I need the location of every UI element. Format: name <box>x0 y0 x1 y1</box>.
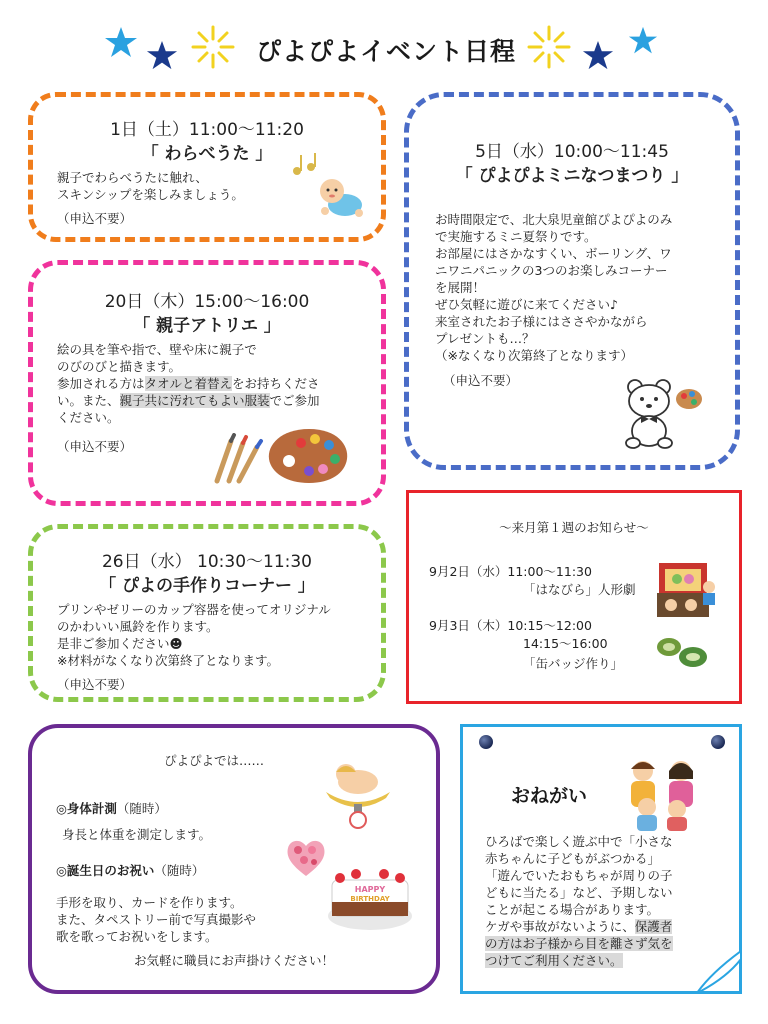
bear-icon <box>621 377 705 449</box>
firework-icon <box>526 24 572 70</box>
family-icon <box>623 755 707 833</box>
event-note: （申込不要） <box>443 373 519 388</box>
event-note: （申込不要） <box>57 439 133 454</box>
event-box-handmade <box>28 524 386 702</box>
event-description: プリンやゼリーのカップ容器を使ってオリジナル のかわいい風鈴を作ります。 是非ご参加ください☻ ※材料がなくなり次第終了となります。 <box>57 602 331 668</box>
event-name: 「 わらべうた 」 <box>141 144 273 164</box>
puppet-theater-icon <box>657 561 721 619</box>
palette-icon <box>265 425 351 487</box>
star-icon <box>146 40 178 72</box>
piyopiyo-heading: ぴよぴよでは…… <box>164 753 265 768</box>
piyopiyo-box <box>28 724 440 994</box>
event-time: 26日（水） 10:30～11:30 <box>101 552 313 572</box>
next-month-item2-time2: 14:15～16:00 <box>523 636 608 651</box>
event-box-warabeuta <box>28 92 386 242</box>
title-row <box>0 18 768 78</box>
svg-text:BIRTHDAY: BIRTHDAY <box>350 895 390 903</box>
next-month-heading: ～来月第１週のお知らせ～ <box>499 520 649 535</box>
event-time: 20日（木）15:00～16:00 <box>104 292 310 312</box>
birthday-cake-icon <box>322 846 418 934</box>
brushes-icon <box>209 433 265 485</box>
page-curl-icon <box>697 951 741 993</box>
next-month-item1-name: 「はなびら」人形劇 <box>523 582 636 597</box>
scale-baby-icon <box>322 758 394 830</box>
event-description: 親子でわらべうたに触れ、 スキンシップを楽しみましょう。 <box>57 170 244 202</box>
next-month-box <box>406 490 742 704</box>
pin-icon <box>479 735 493 749</box>
request-heading: おねがい <box>511 785 588 807</box>
piyopiyo-item2-title: ◎誕生日のお祝い（随時） <box>56 863 205 878</box>
event-name: 「 親子アトリエ 」 <box>133 316 281 336</box>
event-time: 1日（土）11:00～11:20 <box>110 120 304 140</box>
piyopiyo-item1-title: ◎身体計測（随時） <box>56 801 167 816</box>
event-note: （申込不要） <box>57 677 133 692</box>
piyopiyo-footer: お気軽に職員にお声掛けください！ <box>133 953 334 968</box>
event-name: 「 ぴよぴよミニなつまつり 」 <box>455 166 689 186</box>
event-name: 「 ぴよの手作りコーナー 」 <box>99 576 315 596</box>
next-month-item1-date: 9月2日（水）11:00～11:30 <box>429 564 592 579</box>
firework-icon <box>190 24 236 70</box>
event-note: （申込不要） <box>57 211 133 226</box>
request-body: ひろばで楽しく遊ぶ中で「小さな 赤ちゃんに子どもがぶつかる」 「遊んでいたおもちゃが周りの子 どもに当たる」など、予期しない ことが起こる場合があります。 ケガや事故がないように、保護者 の方はお子様から目を離さず気を つけてご利用ください。 <box>485 834 673 968</box>
star-icon <box>104 26 138 60</box>
pin-icon <box>711 735 725 749</box>
next-month-item2-date: 9月3日（木）10:15～12:00 <box>429 618 592 633</box>
event-time: 5日（水）10:00～11:45 <box>475 142 669 162</box>
star-icon <box>628 26 658 56</box>
request-box <box>460 724 742 994</box>
event-box-atelier <box>28 260 386 506</box>
piyopiyo-item2-desc: 手形を取り、カードを作ります。 また、タペストリー前で写真撮影や 歌を歌ってお祝いをします。 <box>56 895 257 944</box>
event-box-mini-festival <box>404 92 740 470</box>
music-note-icon <box>291 151 319 177</box>
svg-text:HAPPY: HAPPY <box>354 885 386 894</box>
event-description: 絵の具を筆や指で、壁や床に親子で のびのびと描きます。 参加される方はタオルと着替えをお持ちくださ い。また、親子共に汚れてもよい服装でご参加 ください。 <box>57 342 320 425</box>
star-icon <box>582 40 614 72</box>
badge-icon <box>655 633 711 671</box>
page-title: ぴよぴよイベント日程 <box>255 37 516 66</box>
baby-icon <box>315 175 367 219</box>
next-month-item2-name: 「缶バッジ作り」 <box>523 656 624 671</box>
piyopiyo-item1-desc: 身長と体重を測定します。 <box>62 827 212 842</box>
event-description: お時間限定で、北大泉児童館ぴよぴよのみ で実施するミニ夏祭りです。 お部屋にはさかなすくい、ボーリング、ワ ニワニパニックの3つのお楽しみコーナー を展開！ ぜひ気軽に遊びに来てください♪ 来室されたお子様にはささやかながら プレゼントも…？ （※なくなり次第終了となります） <box>435 212 673 363</box>
